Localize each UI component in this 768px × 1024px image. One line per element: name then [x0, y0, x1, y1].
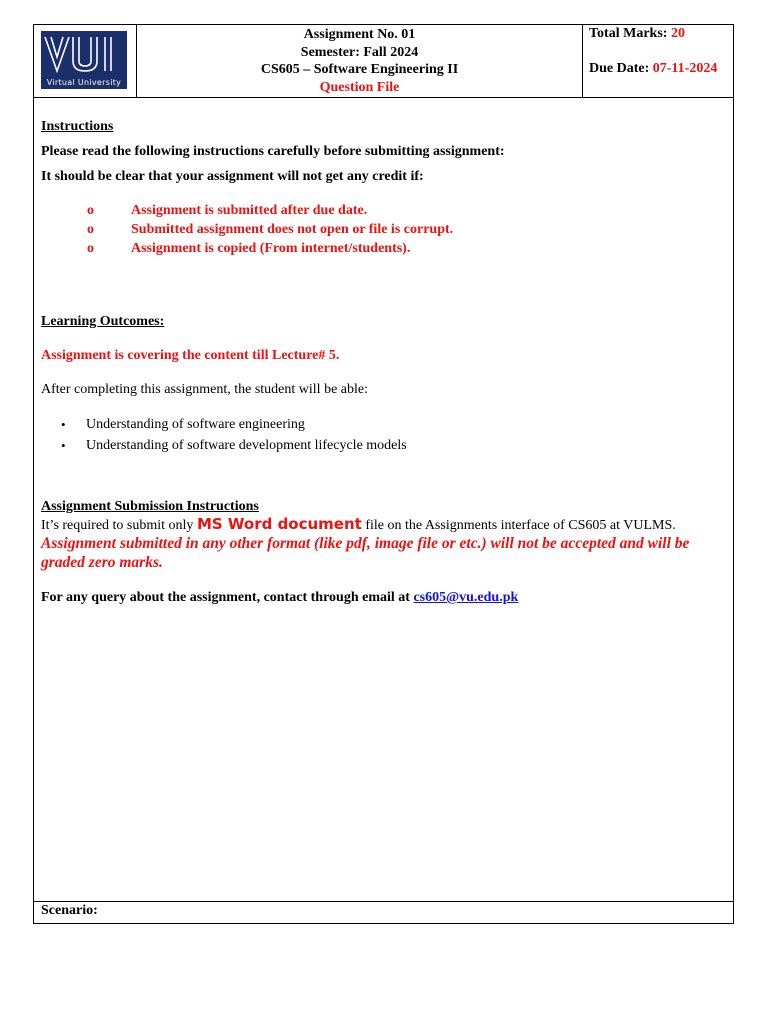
due-date-value: 07-11-2024	[652, 61, 718, 76]
hollow-bullet-icon: o	[87, 241, 94, 256]
file-type: Question File	[319, 79, 400, 95]
hollow-bullet-icon: o	[87, 203, 94, 218]
total-marks	[589, 26, 685, 42]
credit-rules-list	[41, 203, 727, 260]
submission-text: It’s required to submit only MS Word document file on the Assignments interface of CS605 at VULMS.	[41, 515, 676, 533]
document-body	[41, 119, 727, 606]
course-title: CS605 – Software Engineering II	[260, 62, 459, 77]
query-line: For any query about the assignment, contact through email at cs605@vu.edu.pk	[41, 590, 519, 605]
header-table	[34, 25, 733, 98]
header-title-cell	[137, 25, 583, 98]
list-item: • Understanding of software engineering	[61, 417, 305, 432]
document-frame	[33, 24, 734, 924]
submission-heading: Assignment Submission Instructions	[41, 499, 259, 514]
due-date	[589, 61, 717, 77]
email-link[interactable]: cs605@vu.edu.pk	[413, 590, 519, 605]
ms-word-highlight: MS Word document	[196, 515, 362, 533]
bullet-icon: •	[61, 438, 66, 453]
logo-caption: Virtual University	[46, 78, 122, 87]
instructions-heading: Instructions	[41, 119, 114, 134]
outcomes-intro: After completing this assignment, the student will be able:	[41, 382, 368, 397]
learning-outcomes-heading: Learning Outcomes:	[41, 314, 165, 329]
list-item: o Submitted assignment does not open or file is corrupt.	[87, 222, 454, 237]
list-item: o Assignment is submitted after due date.	[87, 203, 368, 218]
scenario-label: Scenario:	[41, 903, 98, 918]
instructions-line-2: It should be clear that your assignment will not get any credit if:	[41, 169, 424, 184]
total-marks-value: 20	[670, 26, 685, 41]
outcomes-list	[41, 417, 727, 459]
vu-logo-mark-icon	[41, 31, 127, 77]
logo-cell	[34, 25, 137, 97]
vu-logo	[41, 31, 127, 89]
list-item: • Understanding of software development lifecycle models	[61, 438, 407, 453]
instructions-line-1: Please read the following instructions carefully before submitting assignment:	[41, 144, 505, 159]
scenario-row	[34, 901, 733, 924]
lecture-coverage: Assignment is covering the content till Lecture# 5.	[41, 348, 340, 363]
total-marks-label: Total Marks:	[589, 26, 668, 41]
hollow-bullet-icon: o	[87, 222, 94, 237]
marks-cell	[583, 25, 733, 97]
format-warning: Assignment submitted in any other format (like pdf, image file or etc.) will not be accepted and will be graded zero marks.	[41, 535, 690, 571]
assignment-number: Assignment No. 01	[303, 27, 416, 42]
due-date-label: Due Date:	[589, 61, 650, 76]
bullet-icon: •	[61, 417, 66, 432]
semester: Semester: Fall 2024	[300, 44, 419, 60]
list-item: o Assignment is copied (From internet/students).	[87, 241, 411, 256]
